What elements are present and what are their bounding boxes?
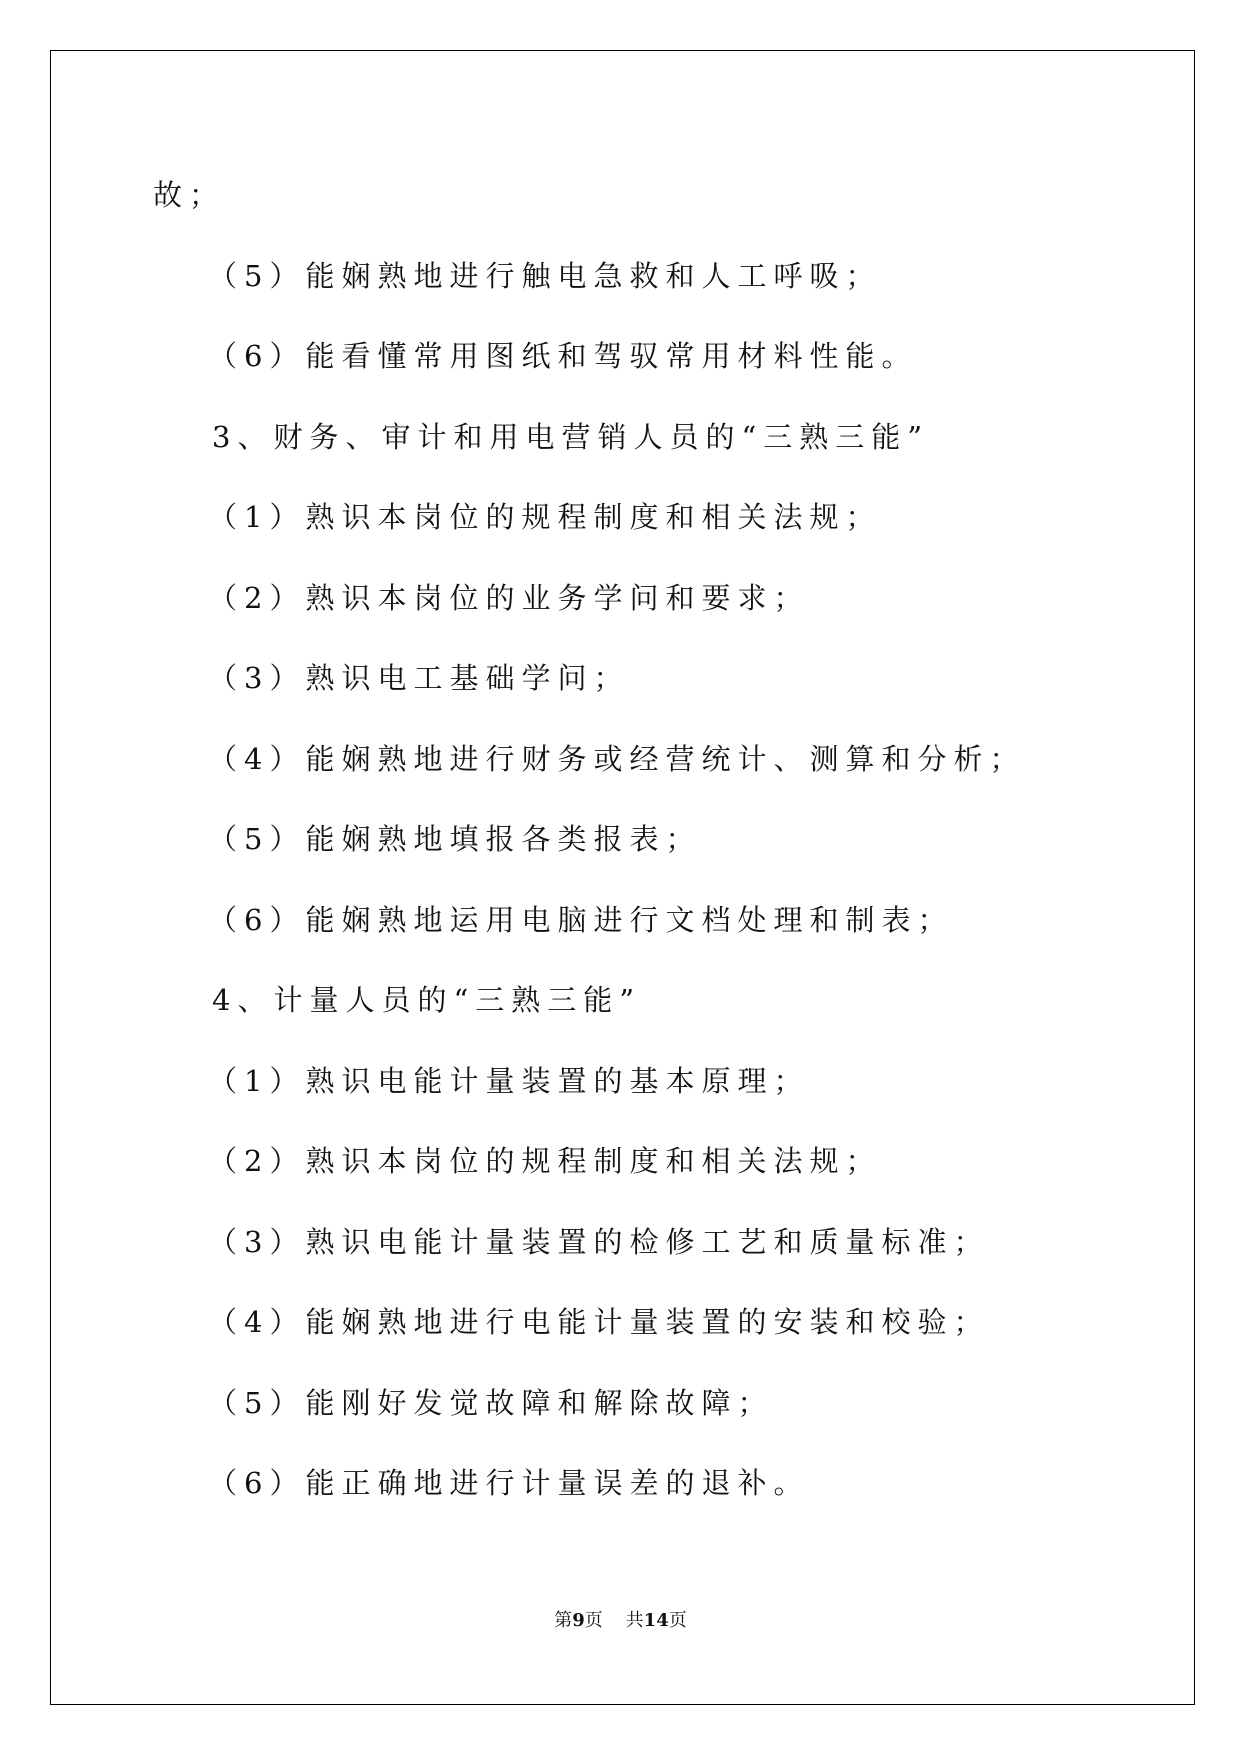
total-pages: 14 bbox=[643, 1610, 669, 1631]
paragraph-line: （3）熟识电工基础学问； bbox=[208, 661, 630, 695]
page-suffix: 页 bbox=[584, 1610, 603, 1631]
paragraph-line: （3）熟识电能计量装置的检修工艺和质量标准； bbox=[208, 1225, 990, 1259]
page-number: 9 bbox=[572, 1610, 585, 1631]
page-footer bbox=[0, 1606, 1241, 1632]
paragraph-line: （4）能娴熟地进行电能计量装置的安装和校验； bbox=[208, 1305, 990, 1339]
paragraph-line: （5）能娴熟地进行触电急救和人工呼吸； bbox=[208, 259, 882, 293]
paragraph-line: （2）熟识本岗位的业务学问和要求； bbox=[208, 581, 810, 615]
paragraph-line: （1）熟识电能计量装置的基本原理； bbox=[208, 1064, 810, 1098]
total-prefix: 共 bbox=[625, 1610, 644, 1631]
paragraph-line: 故； bbox=[153, 178, 226, 212]
paragraph-line: （5）能刚好发觉故障和解除故障； bbox=[208, 1386, 774, 1420]
paragraph-line: （1）熟识本岗位的规程制度和相关法规； bbox=[208, 500, 882, 534]
paragraph-line: （2）熟识本岗位的规程制度和相关法规； bbox=[208, 1144, 882, 1178]
section-heading: 4、计量人员的“三熟三能” bbox=[212, 983, 642, 1017]
paragraph-line: （6）能正确地进行计量误差的退补。 bbox=[208, 1466, 810, 1500]
total-suffix: 页 bbox=[668, 1610, 687, 1631]
section-heading: 3、财务、审计和用电营销人员的“三熟三能” bbox=[212, 420, 930, 454]
page-border bbox=[50, 50, 1195, 1705]
paragraph-line: （4）能娴熟地进行财务或经营统计、测算和分析； bbox=[208, 742, 1026, 776]
paragraph-line: （6）能看懂常用图纸和驾驭常用材料性能。 bbox=[208, 339, 918, 373]
page-prefix: 第 bbox=[554, 1610, 573, 1631]
paragraph-line: （6）能娴熟地运用电脑进行文档处理和制表； bbox=[208, 903, 954, 937]
paragraph-line: （5）能娴熟地填报各类报表； bbox=[208, 822, 702, 856]
